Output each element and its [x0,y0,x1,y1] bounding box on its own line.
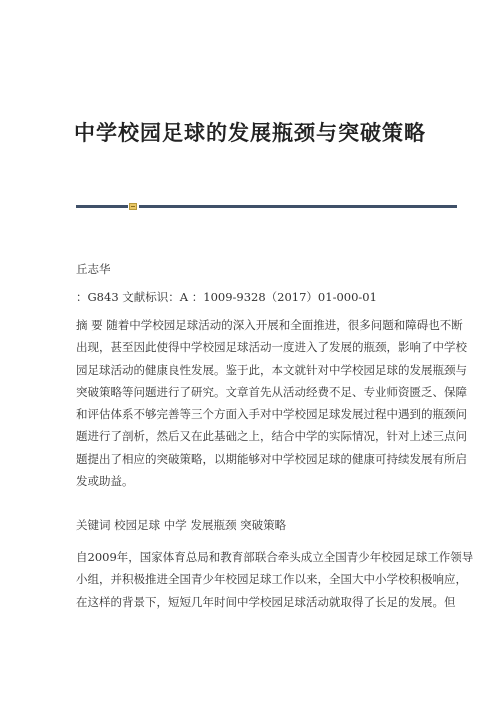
paragraph-line: 自2009年，国家体育总局和教育部联合牵头成立全国青少年校园足球工作领导 [76,550,474,564]
paragraph-line: 在这样的背景下，短短几年时间中学校园足球活动就取得了长足的发展。但 [76,594,456,609]
document-title: 中学校园足球的发展瓶颈与突破策略 [74,120,426,145]
abstract [76,314,467,492]
abstract-line: 题进行了剖析，然后又在此基础之上，结合中学的实际情况，针对上述三点问 [76,429,467,444]
author-name: 丘志华 [76,262,111,276]
abstract-line: 发或助益。 [76,474,134,489]
title-divider [76,203,457,209]
abstract-line: 园足球活动的健康良性发展。鉴于此，本文就针对中学校园足球的发展瓶颈与 [76,362,467,377]
paragraph-line: 小组，并积极推进全国青少年校园足球工作以来，全国大中小学校积极响应， [76,572,467,587]
keywords-line: 关键词 校园足球 中学 发展瓶颈 突破策略 [76,518,287,532]
divider-bar-left [76,205,128,208]
abstract-line: 题提出了相应的突破策略，以期能够对中学校园足球的健康可持续发展有所启 [76,451,467,466]
abstract-line: 出现，甚至因此使得中学校园足球活动一度进入了发展的瓶颈，影响了中学校 [76,340,467,355]
abstract-line: 摘 要 随着中学校园足球活动的深入开展和全面推进，很多问题和障碍也不断 [76,318,463,332]
abstract-line: 和评估体系不够完善等三个方面入手对中学校园足球发展过程中遇到的瓶颈问 [76,407,467,422]
abstract-line: 突破策略等问题进行了研究。文章首先从活动经费不足、专业师资匮乏、保障 [76,384,467,399]
divider-bar-right [139,205,457,208]
book-icon [129,203,137,210]
intro-paragraph [76,546,474,613]
classification-line: ：G843 文献标识：A ：1009-9328（2017）01-000-01 [76,290,377,304]
